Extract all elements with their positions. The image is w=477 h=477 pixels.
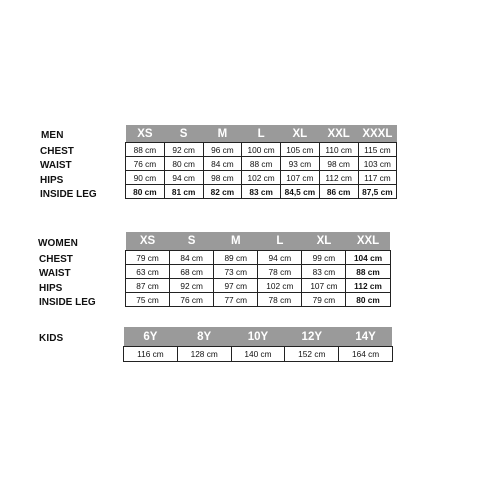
kids-size-12y: 12Y	[285, 327, 339, 347]
table-cell: 84 cm	[170, 251, 214, 265]
table-row	[126, 265, 391, 279]
table-cell: 94 cm	[164, 171, 203, 185]
kids-size-6y: 6Y	[124, 327, 178, 347]
table-cell: 78 cm	[258, 293, 302, 307]
table-cell: 152 cm	[285, 347, 339, 362]
kids-size-8y: 8Y	[177, 327, 231, 347]
table-cell: 98 cm	[203, 171, 242, 185]
table-row	[126, 251, 391, 265]
women-row-label-inside-leg: INSIDE LEG	[39, 297, 96, 308]
table-cell: 102 cm	[242, 171, 281, 185]
table-cell: 107 cm	[281, 171, 320, 185]
table-cell: 88 cm	[242, 157, 281, 171]
table-cell: 93 cm	[281, 157, 320, 171]
table-cell: 98 cm	[319, 157, 358, 171]
men-size-l: L	[242, 125, 281, 143]
men-size-s: S	[164, 125, 203, 143]
table-cell: 88 cm	[346, 265, 390, 279]
table-cell: 84 cm	[203, 157, 242, 171]
table-cell: 75 cm	[126, 293, 170, 307]
table-cell: 76 cm	[126, 157, 165, 171]
kids-size-10y: 10Y	[231, 327, 285, 347]
table-row	[126, 143, 436, 157]
table-cell: 83 cm	[302, 265, 346, 279]
table-row	[126, 279, 391, 293]
men-row-label-waist: WAIST	[40, 160, 72, 171]
table-row	[126, 157, 436, 171]
table-cell: 107 cm	[302, 279, 346, 293]
table-cell: 63 cm	[126, 265, 170, 279]
table-row	[126, 171, 436, 185]
men-size-m: M	[203, 125, 242, 143]
table-cell: 97 cm	[214, 279, 258, 293]
women-size-s: S	[170, 232, 214, 251]
table-cell: 80 cm	[126, 185, 165, 199]
women-size-m: M	[214, 232, 258, 251]
table-cell: 80 cm	[346, 293, 390, 307]
table-cell: 82 cm	[203, 185, 242, 199]
table-cell: 77 cm	[214, 293, 258, 307]
table-cell: 84,5 cm	[281, 185, 320, 199]
table-cell: 105 cm	[281, 143, 320, 157]
table-cell: 86 cm	[319, 185, 358, 199]
women-size-xs: XS	[126, 232, 170, 251]
women-section-title: WOMEN	[38, 238, 78, 249]
men-row-label-chest: CHEST	[40, 146, 74, 157]
table-cell: 68 cm	[170, 265, 214, 279]
women-row-label-chest: CHEST	[39, 254, 73, 265]
women-header-row	[126, 232, 391, 251]
table-cell: 87 cm	[126, 279, 170, 293]
table-row	[124, 347, 393, 362]
men-size-xxxl: XXXL	[358, 125, 397, 143]
table-cell: 102 cm	[258, 279, 302, 293]
women-size-table	[125, 232, 391, 307]
table-cell: 73 cm	[214, 265, 258, 279]
table-cell: 76 cm	[170, 293, 214, 307]
kids-size-table	[123, 327, 393, 362]
table-cell: 164 cm	[339, 347, 393, 362]
table-cell: 115 cm	[358, 143, 397, 157]
table-cell: 140 cm	[231, 347, 285, 362]
table-cell: 89 cm	[214, 251, 258, 265]
women-size-xxl: XXL	[346, 232, 390, 251]
table-cell: 92 cm	[164, 143, 203, 157]
table-cell: 128 cm	[177, 347, 231, 362]
table-cell: 117 cm	[358, 171, 397, 185]
table-cell: 87,5 cm	[358, 185, 397, 199]
table-cell: 83 cm	[242, 185, 281, 199]
men-row-label-inside-leg: INSIDE LEG	[40, 189, 97, 200]
kids-header-row	[124, 327, 393, 347]
men-row-label-hips: HIPS	[40, 175, 64, 186]
table-row	[126, 293, 391, 307]
table-cell: 81 cm	[164, 185, 203, 199]
men-section-title: MEN	[41, 130, 64, 141]
men-header-row	[126, 125, 436, 143]
table-cell: 92 cm	[170, 279, 214, 293]
women-row-label-waist: WAIST	[39, 268, 71, 279]
table-cell: 80 cm	[164, 157, 203, 171]
men-size-xxl: XXL	[319, 125, 358, 143]
table-cell: 112 cm	[319, 171, 358, 185]
women-row-label-hips: HIPS	[39, 283, 63, 294]
kids-section-title: KIDS	[39, 333, 64, 344]
men-size-table	[125, 125, 436, 199]
table-cell: 79 cm	[302, 293, 346, 307]
table-cell: 94 cm	[258, 251, 302, 265]
table-cell: 90 cm	[126, 171, 165, 185]
table-cell: 79 cm	[126, 251, 170, 265]
kids-size-14y: 14Y	[339, 327, 393, 347]
women-size-xl: XL	[302, 232, 346, 251]
table-cell: 88 cm	[126, 143, 165, 157]
table-cell: 112 cm	[346, 279, 390, 293]
table-cell: 96 cm	[203, 143, 242, 157]
table-cell: 99 cm	[302, 251, 346, 265]
table-cell: 110 cm	[319, 143, 358, 157]
table-cell: 78 cm	[258, 265, 302, 279]
men-size-xs: XS	[126, 125, 165, 143]
table-cell: 116 cm	[124, 347, 178, 362]
women-size-l: L	[258, 232, 302, 251]
table-cell: 100 cm	[242, 143, 281, 157]
table-row	[126, 185, 436, 199]
men-size-xl: XL	[281, 125, 320, 143]
table-cell: 104 cm	[346, 251, 390, 265]
table-cell: 103 cm	[358, 157, 397, 171]
